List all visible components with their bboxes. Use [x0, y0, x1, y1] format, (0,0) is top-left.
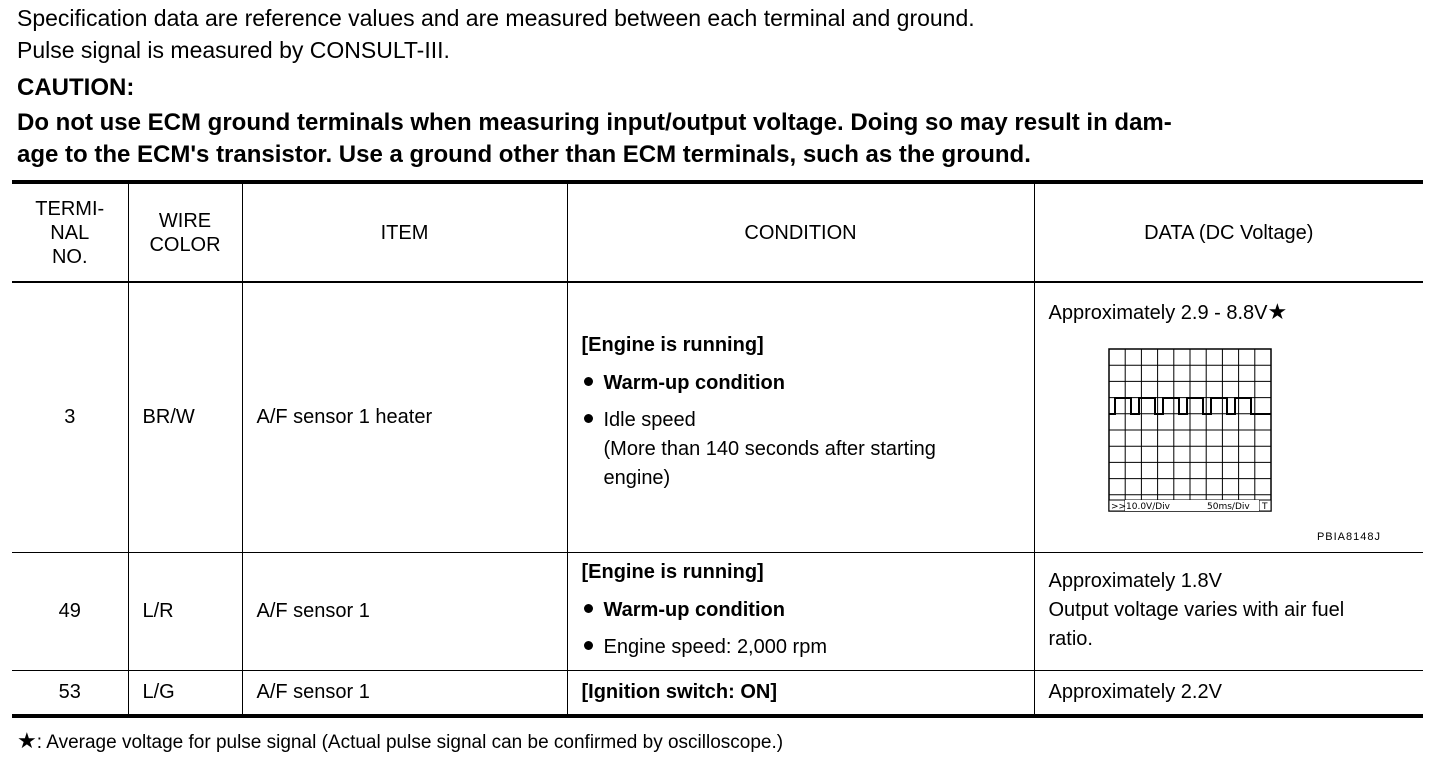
condition-cell: [Ignition switch: ON]	[567, 670, 1034, 716]
caution-text	[17, 107, 1427, 171]
data-cell	[1034, 552, 1423, 670]
caution-title: CAUTION:	[17, 74, 135, 101]
data-value: Approximately 1.8V	[1048, 569, 1222, 592]
wire-color-cell: L/R	[128, 552, 242, 670]
item-cell: A/F sensor 1	[242, 552, 567, 670]
caution-line-1: Do not use ECM ground terminals when measuring input/output voltage. Doing so may result in dam-	[17, 109, 1172, 136]
caution-line-2: age to the ECM's transistor. Use a ground other than ECM terminals, such as the ground.	[17, 141, 1031, 168]
star-icon: ★	[1267, 299, 1288, 324]
header-condition: CONDITION	[567, 182, 1034, 282]
star-icon: ★	[17, 728, 37, 753]
wire-color-cell: L/G	[128, 670, 242, 716]
scope-marker: T	[1261, 502, 1267, 512]
data-value: Approximately 2.9 - 8.8V★	[1048, 299, 1288, 324]
condition-heading: [Engine is running]	[581, 560, 764, 583]
table-header-row	[12, 182, 1423, 282]
oscilloscope-graph	[1095, 334, 1355, 524]
bullet-icon	[584, 414, 593, 423]
bullet-icon	[584, 641, 593, 650]
wire-color-cell: BR/W	[128, 282, 242, 552]
terminal-spec-table	[12, 180, 1423, 718]
intro-pulse-line: Pulse signal is measured by CONSULT-III.	[17, 37, 450, 63]
header-data: DATA (DC Voltage)	[1034, 182, 1423, 282]
condition-bullet: Idle speed (More than 140 seconds after starting engine)	[582, 406, 1034, 493]
data-note: Output voltage varies with air fuel	[1048, 598, 1345, 621]
terminal-no-cell: 49	[12, 552, 128, 670]
intro-spec-line: Specification data are reference values and are measured between each terminal and ground.	[17, 5, 975, 31]
condition-cell	[567, 552, 1034, 670]
figure-id: PBIA8148J	[1316, 531, 1381, 543]
table-row	[12, 282, 1423, 552]
condition-bullet: Warm-up condition	[582, 369, 1034, 398]
condition-heading: [Engine is running]	[581, 333, 764, 356]
data-note: ratio.	[1048, 627, 1093, 650]
oscilloscope-waveform	[1049, 328, 1424, 543]
data-cell	[1034, 282, 1423, 552]
item-cell: A/F sensor 1	[242, 670, 567, 716]
scope-time-div: 50ms/Div	[1206, 502, 1250, 512]
item-cell: A/F sensor 1 heater	[242, 282, 567, 552]
condition-bullet: Engine speed: 2,000 rpm	[582, 633, 1034, 662]
header-item: ITEM	[242, 182, 567, 282]
table-row	[12, 552, 1423, 670]
bullet-icon	[584, 604, 593, 613]
header-wire-color: WIRE COLOR	[128, 182, 242, 282]
condition-cell	[567, 282, 1034, 552]
condition-bullet: Warm-up condition	[582, 596, 1034, 625]
terminal-no-cell: 3	[12, 282, 128, 552]
terminal-no-cell: 53	[12, 670, 128, 716]
bullet-icon	[584, 377, 593, 386]
table-row	[12, 670, 1423, 716]
header-terminal-no: TERMI- NAL NO.	[12, 182, 128, 282]
footnote: ★: Average voltage for pulse signal (Actual pulse signal can be confirmed by oscilloscope.)	[17, 728, 784, 753]
scope-volt-div: 10.0V/Div	[1125, 502, 1170, 512]
data-cell: Approximately 2.2V	[1034, 670, 1423, 716]
scope-arrow: >>	[1110, 502, 1126, 512]
